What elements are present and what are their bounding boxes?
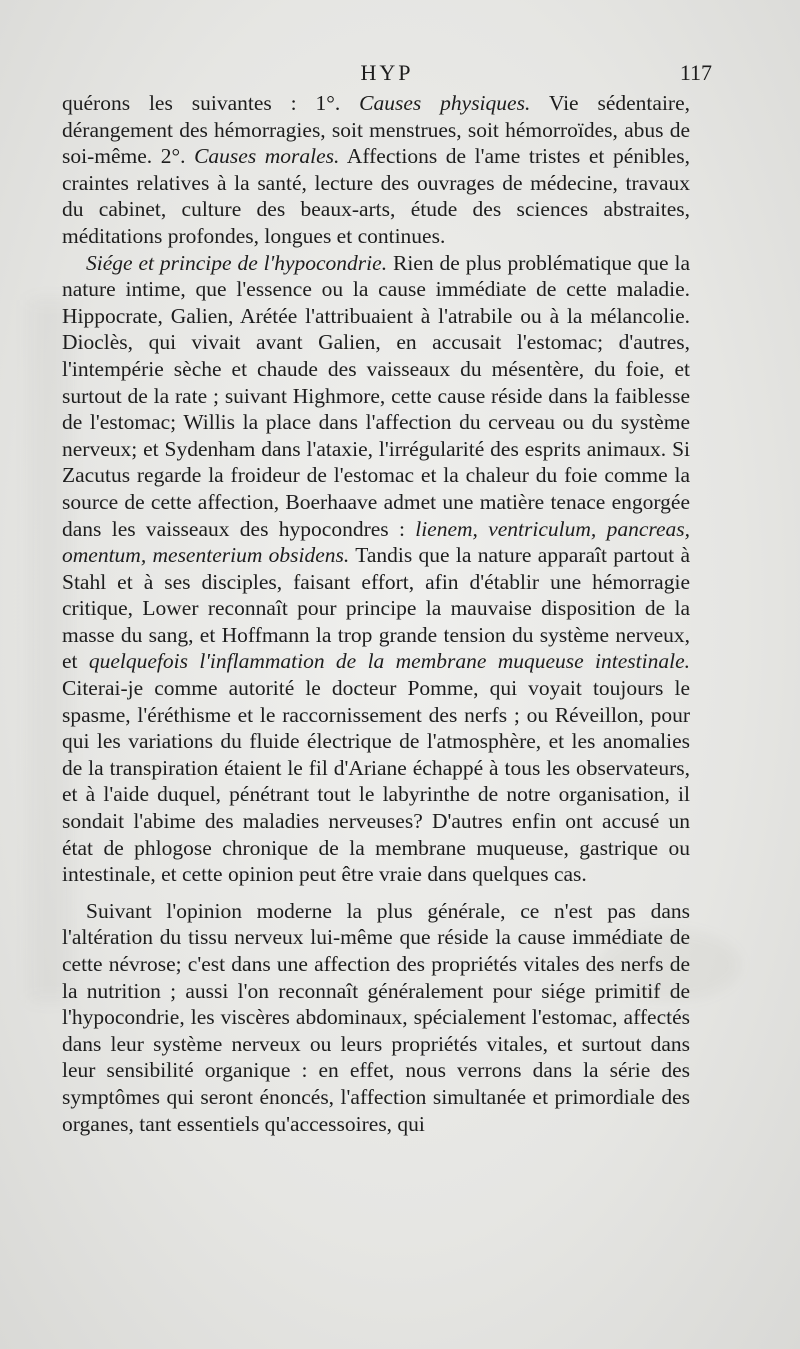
paragraph-siege <box>62 250 690 888</box>
running-head: HYP <box>360 60 414 85</box>
paragraph-causes <box>62 90 690 250</box>
paragraph-opinion-moderne <box>62 898 690 1137</box>
text-run: Affections de l'ame tristes et pénibles, craintes relatives à la santé, lecture des ouvrages de médecine, travaux du cabinet, culture des beaux-arts, étude des sciences abstraites, méditations profondes, longues et continues. <box>62 144 690 248</box>
italic-run: Causes morales. <box>194 144 340 169</box>
italic-run: quelquefois l'inflammation de la membrane muqueuse intestinale. <box>88 649 690 674</box>
text-run: Tandis que la nature apparaît partout à Stahl et à ses disciples, faisant effort, afin d'établir une hémorragie critique, Lower reconnaît pour principe la mauvaise disposition de la masse du sang, et Hoffmann la trop grande tension du système nerveux, et <box>62 543 690 674</box>
text-run: Suivant l'opinion moderne la plus générale, ce n'est pas dans l'altération du tissu nerveux lui-même que réside la cause immédiate de cette névrose; c'est dans une affection des propriétés vitales des nerfs de la nutrition ; aussi l'on reconnaît généralement pour siége primitif de l'hypocondrie, les viscères abdominaux, spécialement l'estomac, affectés dans leur système nerveux ou leurs propriétés vitales, et surtout dans leur sensibilité organique : en effet, nous verrons dans la série des symptômes qui seront énoncés, l'affection simultanée et primordiale des organes, tant essentiels qu'accessoires, qui <box>62 898 690 1136</box>
italic-run: Causes physiques. <box>359 91 531 115</box>
text-run: Citerai-je comme autorité le docteur Pomme, qui voyait toujours le spasme, l'éréthisme et le raccornissement des nerfs ; ou Réveillon, pour qui les variations du fluide électrique de l'atmosphère, et les anomalies de la transpiration étaient le fil d'Ariane échappé à tous les observateurs, et à l'aide duquel, pénétrant tout le labyrinthe de notre organisation, il sondait l'abime des maladies nerveuses? D'autres enfin ont accusé un état de phlogose chronique de la membrane muqueuse, gastrique ou intestinale, et cette opinion peut être vraie dans quelques cas. <box>62 676 690 887</box>
text-run: Vie sédentaire, dérangement des hémorragies, soit menstrues, soit hémorroïdes, abus de soi-même. 2°. <box>62 91 690 169</box>
italic-run: Siége et principe de l'hypocondrie. <box>86 250 388 275</box>
italic-run: lienem, ventriculum, pancreas, omentum, mesenterium obsidens. <box>62 516 690 568</box>
text-run: quérons les suivantes : 1°. <box>62 91 360 115</box>
page-number: 117 <box>679 60 712 85</box>
page-header <box>62 58 712 94</box>
body-text <box>62 90 690 1137</box>
text-run: Rien de plus problématique que la nature intime, que l'essence ou la cause immédiate de cette maladie. Hippocrate, Galien, Arétée l'attribuaient à l'atrabile ou à la mélancolie. Dioclès, qui vivait avant Galien, en accusait l'estomac; d'autres, l'intempérie sèche et chaude des vaisseaux du mésentère, du foie, et surtout de la rate ; suivant Highmore, cette cause réside dans la faiblesse de l'estomac; Willis la place dans l'affection du cerveau ou du système nerveux; et Sydenham dans l'ataxie, l'irrégularité des esprits animaux. Si Zacutus regarde la froideur de l'estomac et la chaleur du foie comme la source de cette affection, Boerhaave admet une matière tenace engorgée dans les vaisseaux des hypocondres : <box>62 250 691 541</box>
